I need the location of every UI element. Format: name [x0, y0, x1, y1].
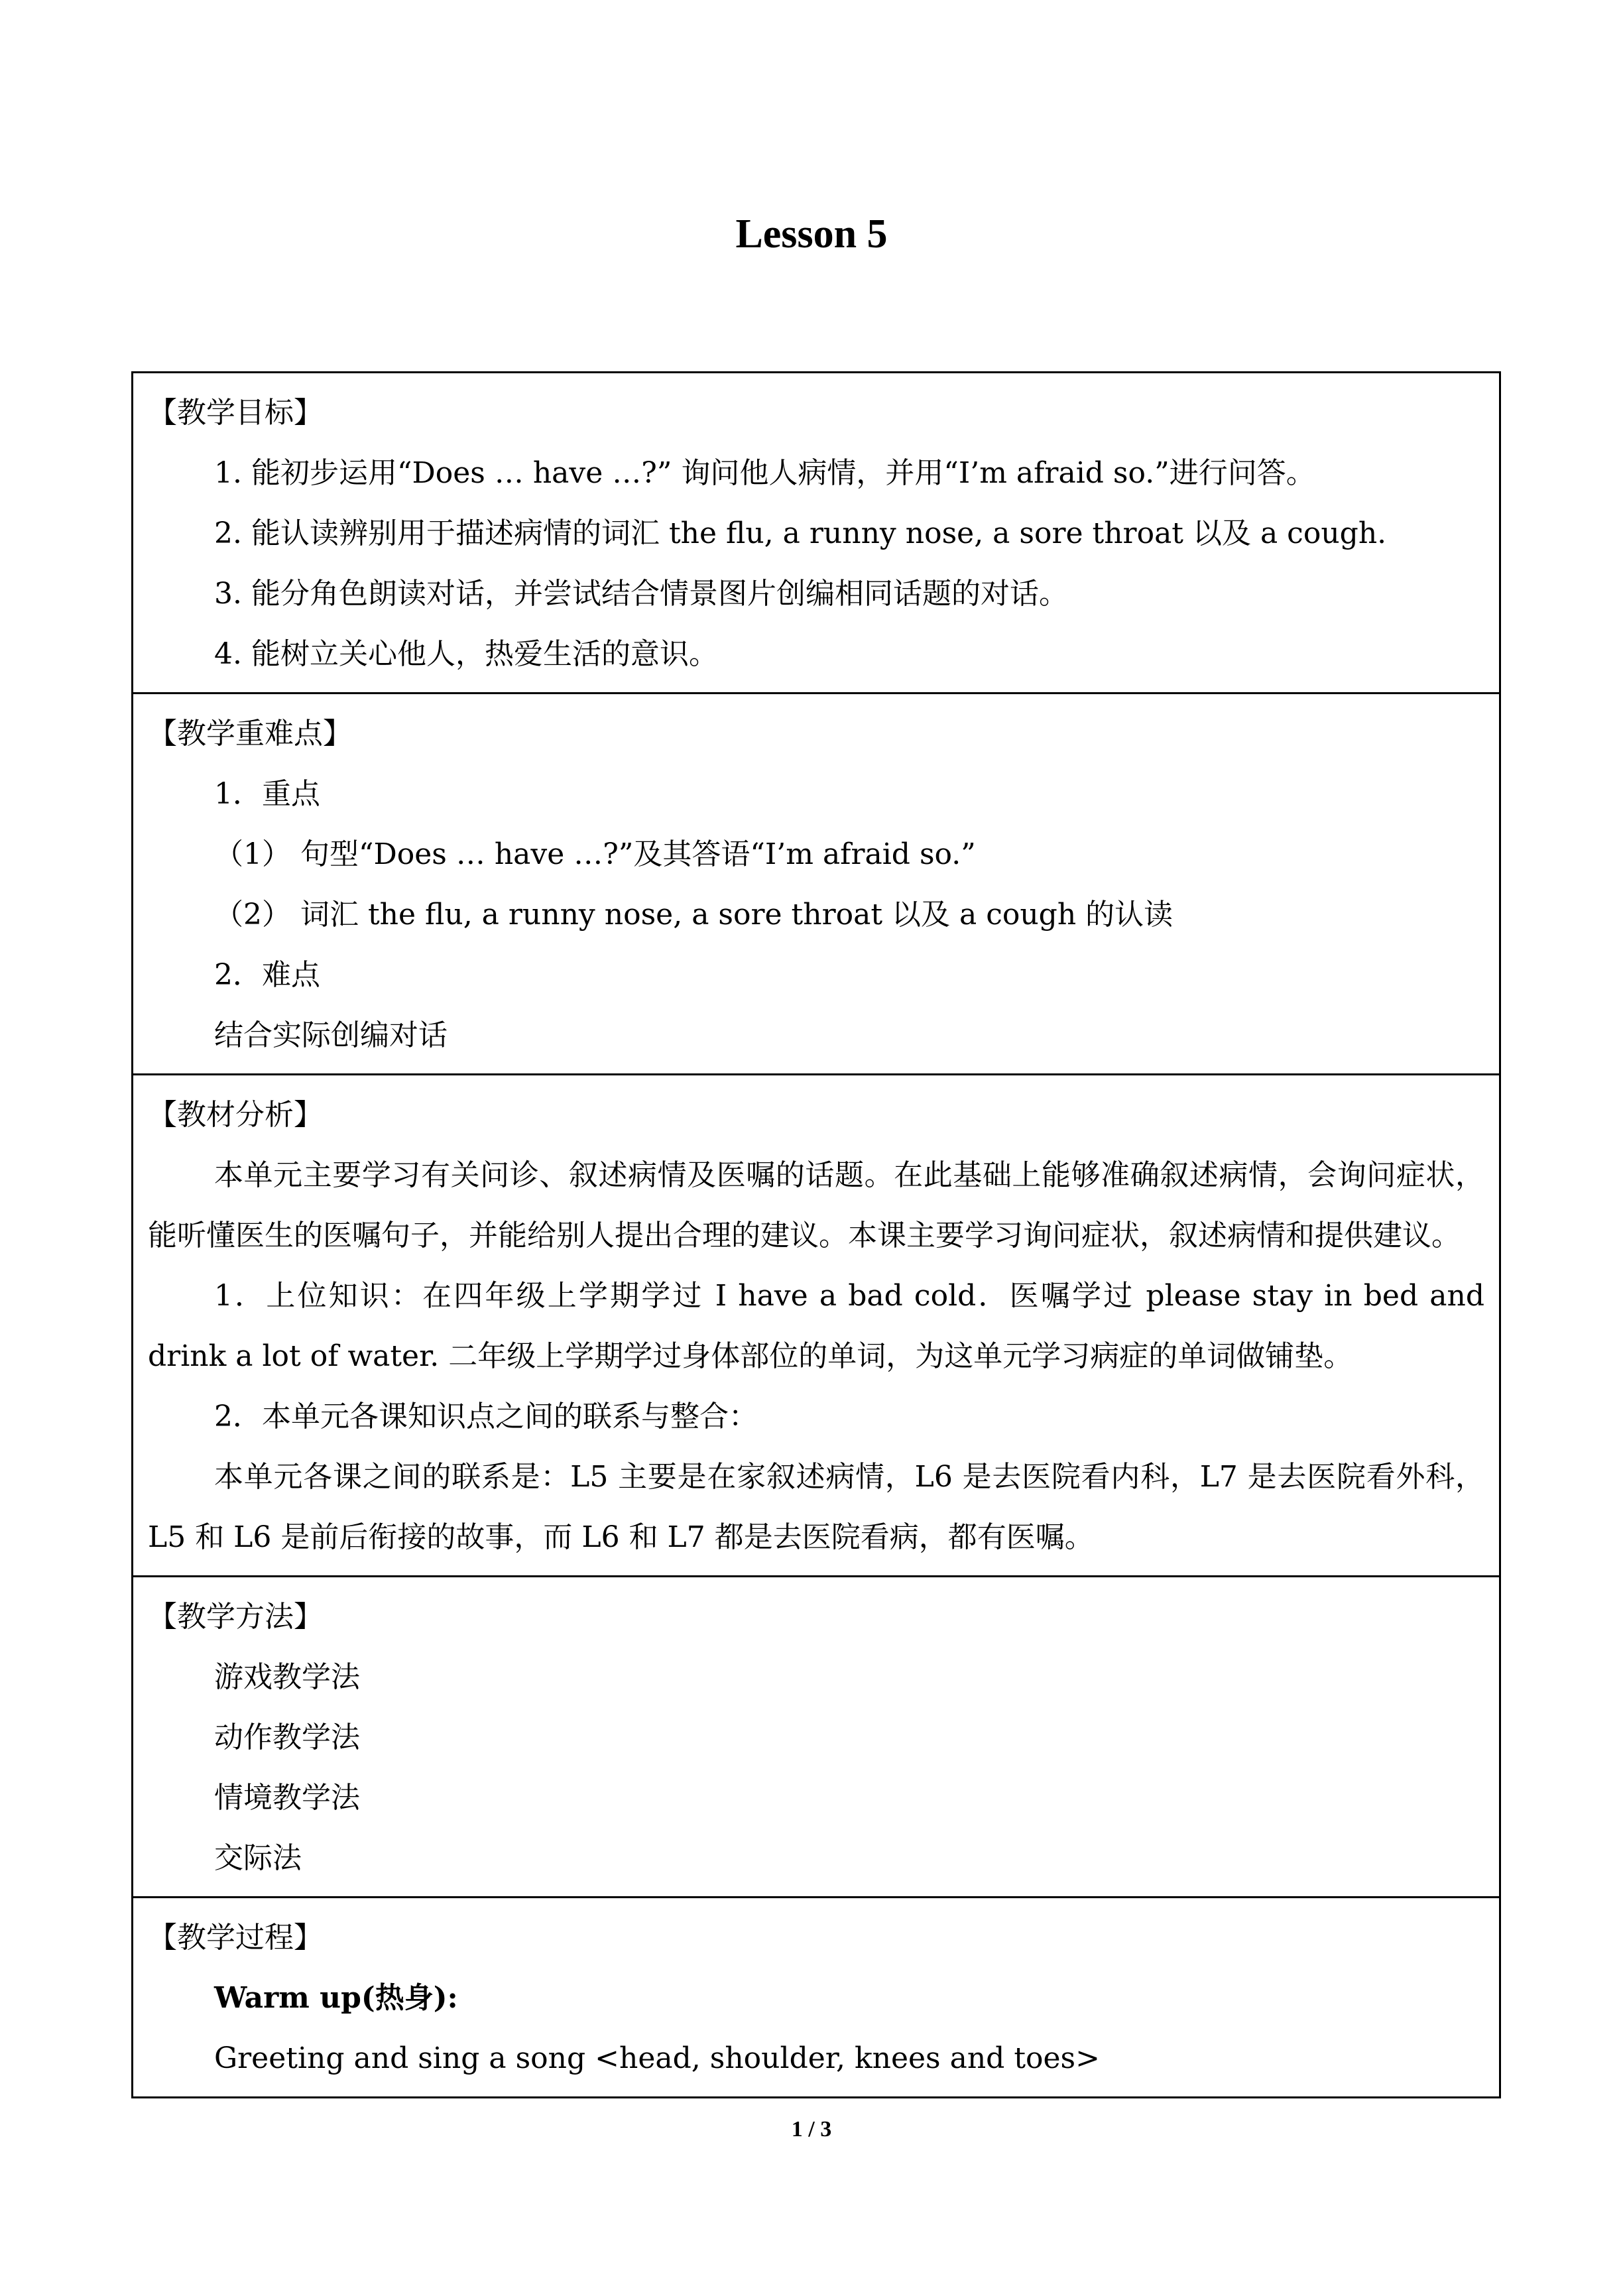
key-points-heading: 【教学重难点】: [148, 717, 352, 751]
analysis-paragraph: 2．本单元各课知识点之间的联系与整合：: [214, 1400, 758, 1433]
objective-item: 3. 能分角色朗读对话，并尝试结合情景图片创编相同话题的对话。: [214, 577, 1068, 611]
key-points-line: 1．重点: [214, 777, 320, 811]
methods-cell: [133, 1577, 1500, 1898]
process-heading: 【教学过程】: [148, 1921, 323, 1955]
analysis-heading: 【教材分析】: [148, 1098, 323, 1132]
key-points-line: 结合实际创编对话: [214, 1018, 448, 1052]
analysis-row: [133, 1075, 1500, 1577]
analysis-paragraph: 1．上位知识：在四年级上学期学过 I have a bad cold．医嘱学过 please stay in bed and drink a lot of water. 二年级上学期学过身体部位的单词，为这单元学习病症的单词做铺垫。: [148, 1279, 1484, 1373]
method-item: 游戏教学法: [214, 1660, 360, 1694]
process-cell: [133, 1898, 1500, 2098]
key-points-cell: [133, 694, 1500, 1075]
lesson-plan-table: [131, 371, 1501, 2098]
document-title: Lesson 5: [735, 211, 888, 257]
analysis-paragraph: 本单元各课之间的联系是：L5 主要是在家叙述病情，L6 是去医院看内科，L7 是去医院看外科，L5 和 L6 是前后衔接的故事，而 L6 和 L7 都是去医院看病，都有医嘱。: [148, 1460, 1484, 1554]
analysis-paragraph: 本单元主要学习有关问诊、叙述病情及医嘱的话题。在此基础上能够准确叙述病情，会询问症状，能听懂医生的医嘱句子，并能给别人提出合理的建议。本课主要学习询问症状，叙述病情和提供建议。: [148, 1158, 1484, 1252]
key-points-row: [133, 694, 1500, 1075]
warm-up-heading: Warm up(热身):: [214, 1981, 458, 2015]
objective-item: 4. 能树立关心他人，热爱生活的意识。: [214, 637, 718, 671]
method-item: 情境教学法: [214, 1781, 360, 1815]
methods-heading: 【教学方法】: [148, 1600, 323, 1634]
warm-up-activity: Greeting and sing a song <head, shoulder, knees and toes>: [214, 2041, 1100, 2075]
key-points-line: 2．难点: [214, 958, 320, 992]
process-row: [133, 1898, 1500, 2098]
method-item: 动作教学法: [214, 1721, 360, 1754]
method-item: 交际法: [214, 1841, 302, 1875]
objective-item: 2. 能认读辨别用于描述病情的词汇 the flu, a runny nose, a sore throat 以及 a cough.: [214, 516, 1387, 550]
methods-row: [133, 1577, 1500, 1898]
key-points-line: （1） 句型“Does … have …?”及其答语“I’m afraid so.”: [214, 837, 976, 871]
objectives-heading: 【教学目标】: [148, 396, 323, 430]
page-number: 1 / 3: [791, 2117, 832, 2142]
objectives-row: [133, 373, 1500, 694]
analysis-cell: [133, 1075, 1500, 1577]
key-points-line: （2） 词汇 the flu, a runny nose, a sore throat 以及 a cough 的认读: [214, 898, 1173, 932]
objectives-cell: [133, 373, 1500, 694]
objective-item: 1. 能初步运用“Does … have …?” 询问他人病情，并用“I’m afraid so.”进行问答。: [214, 456, 1315, 490]
